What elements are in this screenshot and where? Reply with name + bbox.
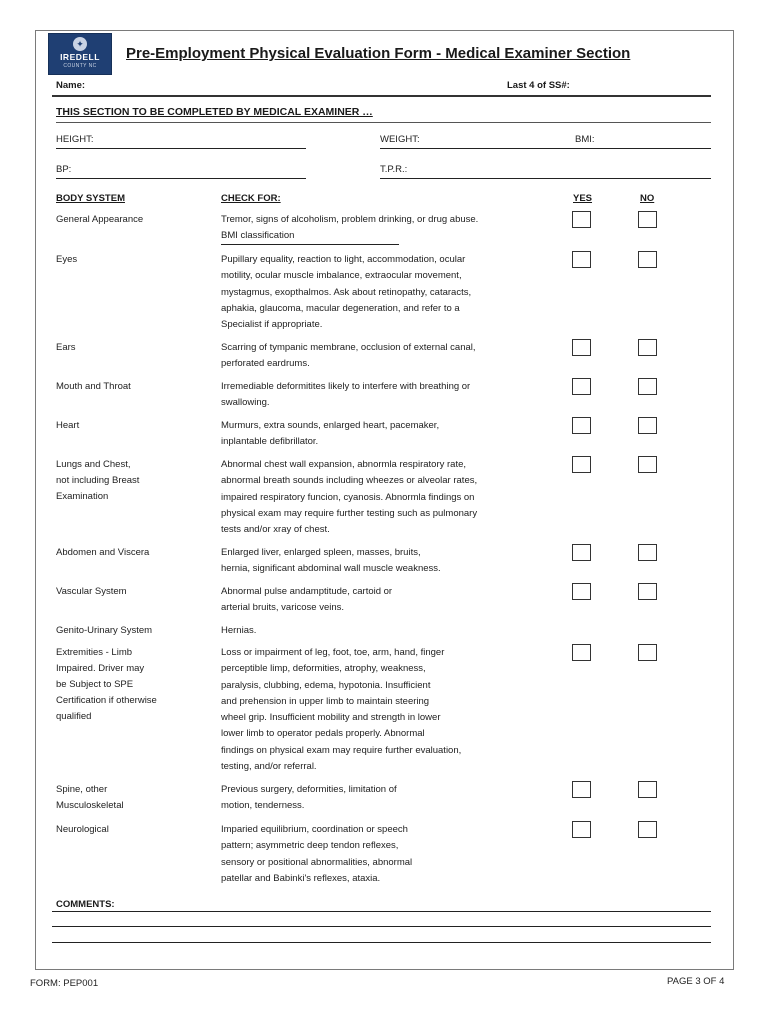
yes-checkbox-vascular[interactable] — [572, 583, 591, 600]
no-checkbox-general-appearance[interactable] — [638, 211, 657, 228]
weight-bmi-input-line[interactable] — [380, 148, 711, 149]
check-for-genito-urinary: Hernias. — [221, 625, 257, 636]
no-checkbox-neurological[interactable] — [638, 821, 657, 838]
weight-label: WEIGHT: — [380, 134, 420, 145]
height-input-line[interactable] — [56, 148, 306, 149]
form-title: Pre-Employment Physical Evaluation Form - Medical Examiner Section — [126, 45, 631, 62]
no-checkbox-spine-musculoskeletal[interactable] — [638, 781, 657, 798]
no-checkbox-eyes[interactable] — [638, 251, 657, 268]
yes-checkbox-ears[interactable] — [572, 339, 591, 356]
check-for-general-appearance: Tremor, signs of alcoholism, problem drinking, or drug abuse. BMI classification — [221, 214, 479, 242]
check-for-spine-musculoskeletal: Previous surgery, deformities, limitation of motion, tenderness. — [221, 784, 397, 812]
section-divider — [56, 122, 711, 123]
no-checkbox-vascular[interactable] — [638, 583, 657, 600]
comments-line-1[interactable] — [52, 911, 711, 912]
body-system-general-appearance: General Appearance — [56, 214, 144, 225]
check-for-abdomen-and-viscera: Enlarged liver, enlarged spleen, masses, bruits, hernia, significant abdominal wall muscle weakness. — [221, 547, 441, 575]
body-system-abdomen-and-viscera: Abdomen and Viscera — [56, 547, 150, 558]
yes-checkbox-mouth-and-throat[interactable] — [572, 378, 591, 395]
body-system-vascular: Vascular System — [56, 586, 127, 597]
body-system-spine-musculoskeletal: Spine, other Musculoskeletal — [56, 784, 124, 811]
check-for-eyes: Pupillary equality, reaction to light, accommodation, ocular motility, ocular muscle imbalance, extraocular movement, mystagmus, exopthalmos. Ask about retinopathy, cataracts, aphakia, glaucoma, macular degeneration, and refer to a Specialist if appropriate. — [221, 254, 472, 331]
tpr-label: T.P.R.: — [380, 164, 408, 175]
comments-line-2[interactable] — [52, 926, 711, 927]
yes-checkbox-extremities[interactable] — [572, 644, 591, 661]
yes-checkbox-spine-musculoskeletal[interactable] — [572, 781, 591, 798]
yes-checkbox-general-appearance[interactable] — [572, 211, 591, 228]
no-checkbox-extremities[interactable] — [638, 644, 657, 661]
body-system-mouth-and-throat: Mouth and Throat — [56, 381, 131, 392]
section-title: THIS SECTION TO BE COMPLETED BY MEDICAL EXAMINER … — [56, 106, 373, 118]
body-system-eyes: Eyes — [56, 254, 78, 265]
page-number: PAGE 3 OF 4 — [667, 976, 725, 987]
comments-label: COMMENTS: — [56, 899, 115, 910]
iredell-logo: ✦ IREDELL COUNTY NC — [48, 33, 112, 75]
name-label: Name: — [56, 80, 86, 91]
body-system-header: BODY SYSTEM — [56, 193, 125, 204]
no-header: NO — [640, 193, 655, 204]
check-for-ears: Scarring of tympanic membrane, occlusion of external canal, perforated eardrums. — [221, 342, 476, 370]
bmi-classification-line[interactable] — [221, 244, 399, 245]
no-checkbox-ears[interactable] — [638, 339, 657, 356]
yes-checkbox-heart[interactable] — [572, 417, 591, 434]
yes-header: YES — [573, 193, 593, 204]
bp-input-line[interactable] — [56, 178, 306, 179]
form-id: FORM: PEP001 — [30, 978, 99, 989]
body-system-lungs-and-chest: Lungs and Chest, not including Breast Examination — [56, 459, 140, 502]
yes-checkbox-eyes[interactable] — [572, 251, 591, 268]
check-for-vascular: Abnormal pulse andamptitude, cartoid or arterial bruits, varicose veins. — [221, 586, 393, 614]
check-for-heart: Murmurs, extra sounds, enlarged heart, pacemaker, inplantable defibrillator. — [221, 420, 440, 448]
bmi-label: BMI: — [575, 134, 595, 145]
body-system-ears: Ears — [56, 342, 76, 353]
no-checkbox-abdomen-and-viscera[interactable] — [638, 544, 657, 561]
yes-checkbox-lungs-and-chest[interactable] — [572, 456, 591, 473]
no-checkbox-mouth-and-throat[interactable] — [638, 378, 657, 395]
county-seal-icon: ✦ — [73, 37, 87, 51]
height-label: HEIGHT: — [56, 134, 94, 145]
yes-checkbox-abdomen-and-viscera[interactable] — [572, 544, 591, 561]
header-divider — [52, 95, 711, 97]
no-checkbox-heart[interactable] — [638, 417, 657, 434]
bp-label: BP: — [56, 164, 72, 175]
body-system-heart: Heart — [56, 420, 80, 431]
check-for-neurological: Imparied equilibrium, coordination or speech pattern; asymmetric deep tendon reflexes, sensory or positional abnormalities, abnormal patellar and Babinki's reflexes, ataxia. — [221, 824, 413, 884]
check-for-lungs-and-chest: Abnormal chest wall expansion, abnormla respiratory rate, abnormal breath sounds including wheezes or alveolar rates, impaired respiratory funcion, cyanosis. Abnormla findings on physical exam may require further testing such as pulmonary tests and/or xray of chest. — [221, 459, 478, 536]
check-for-mouth-and-throat: Irremediable deformitites likely to interfere with breathing or swallowing. — [221, 381, 471, 409]
ssn-label: Last 4 of SS#: — [507, 80, 570, 91]
body-system-extremities: Extremities - Limb Impaired. Driver may be Subject to SPE Certification if otherwise qualified — [56, 647, 157, 722]
check-for-header: CHECK FOR: — [221, 193, 281, 204]
no-checkbox-lungs-and-chest[interactable] — [638, 456, 657, 473]
check-for-extremities: Loss or impairment of leg, foot, toe, arm, hand, finger perceptible limp, deformities, atrophy, weakness, paralysis, clubbing, edema, hypotonia. Insufficient and prehension in upper limb to maintain steering wheel grip. Insufficient mobility and strength in lower lower limb to operator pedals properly. Abnormal findings on physical exam may require further evaluation, testing, and/or referral. — [221, 647, 462, 773]
comments-line-3[interactable] — [52, 942, 711, 943]
body-system-neurological: Neurological — [56, 824, 109, 835]
yes-checkbox-neurological[interactable] — [572, 821, 591, 838]
body-system-genito-urinary: Genito-Urinary System — [56, 625, 153, 636]
tpr-input-line[interactable] — [380, 178, 711, 179]
